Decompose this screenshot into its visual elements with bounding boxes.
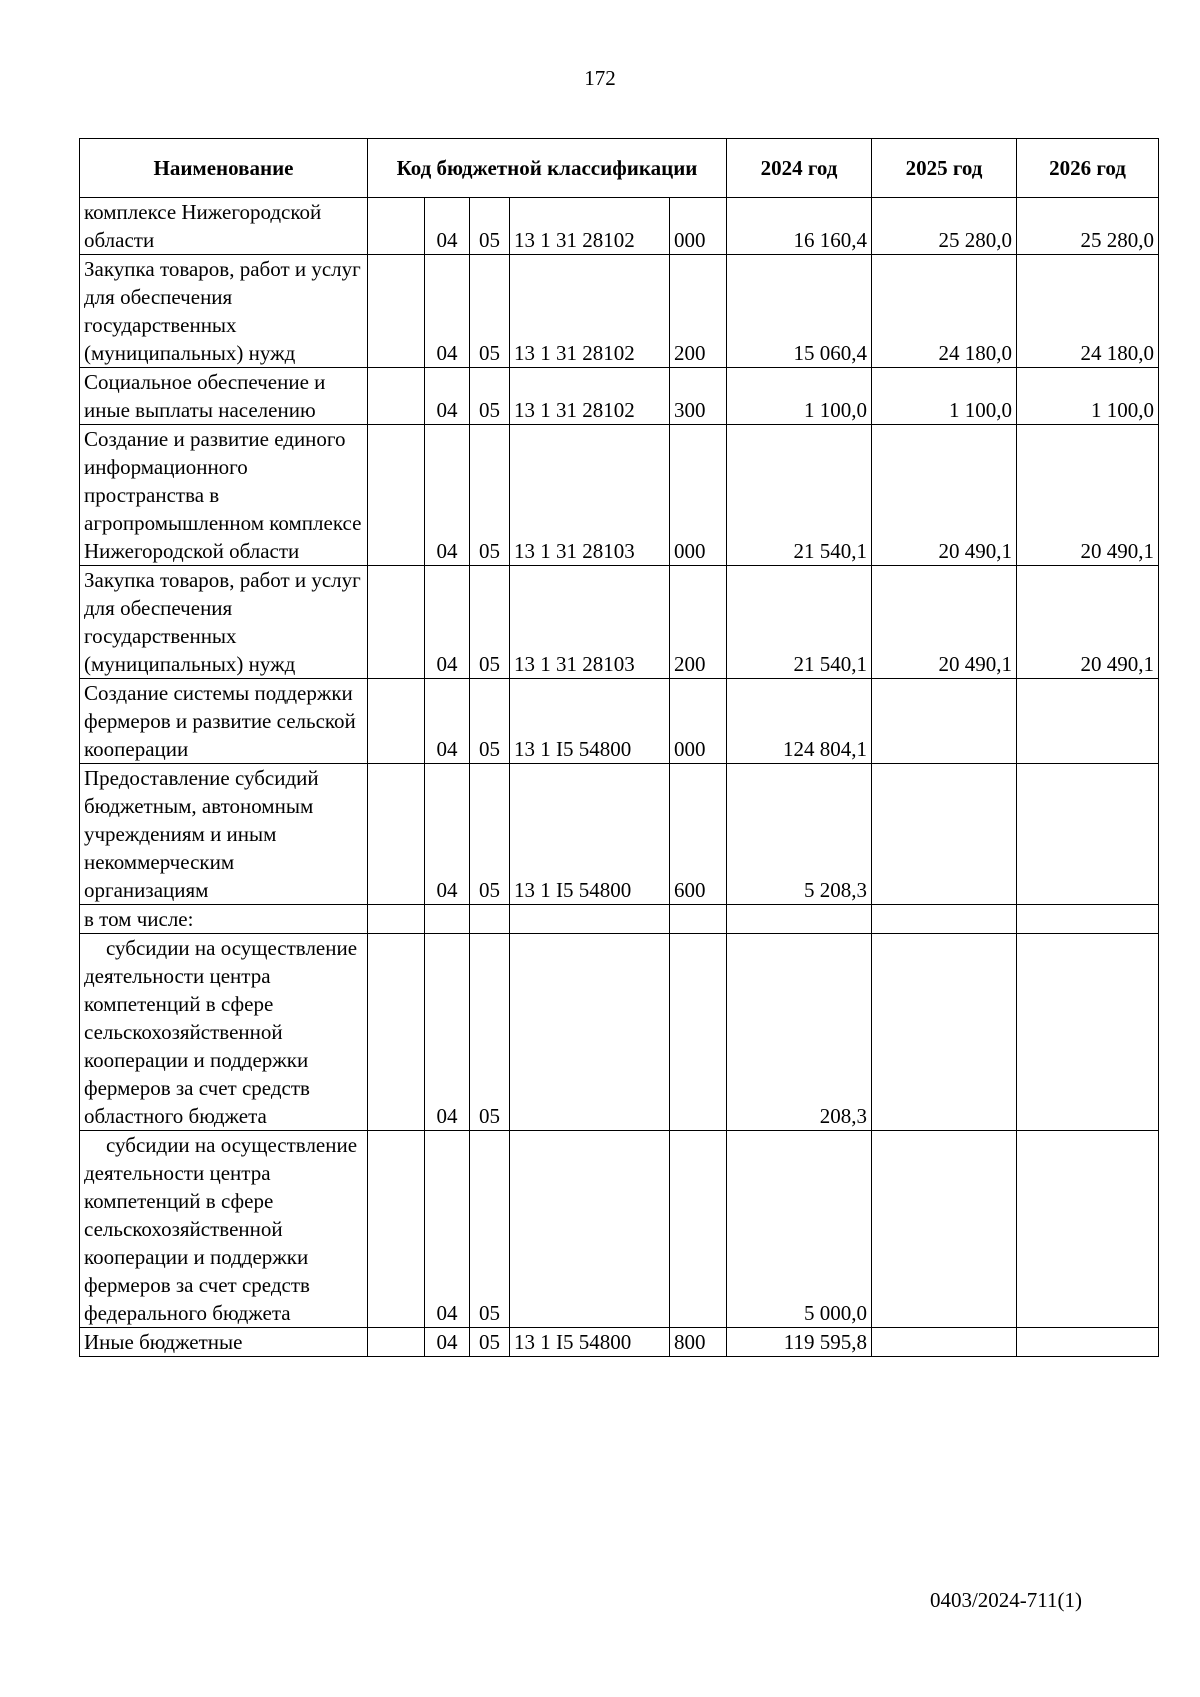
- cell-expense-type: [670, 905, 727, 934]
- cell-name: Закупка товаров, работ и услуг для обеспечения государственных (муниципальных) нужд: [80, 255, 368, 368]
- cell-ministry: [368, 934, 425, 1131]
- cell-ministry: [368, 255, 425, 368]
- table-row: [80, 255, 1159, 368]
- cell-section: [425, 905, 470, 934]
- cell-name: Социальное обеспечение и иные выплаты населению: [80, 368, 368, 425]
- table-row: [80, 1131, 1159, 1328]
- cell-amount-2026: [1017, 764, 1159, 905]
- cell-target-code: 13 1 31 28103: [510, 566, 670, 679]
- cell-subsection: 05: [470, 679, 510, 764]
- cell-amount-2025: 25 280,0: [872, 198, 1017, 255]
- cell-amount-2025: 20 490,1: [872, 566, 1017, 679]
- cell-name: Иные бюджетные: [80, 1328, 368, 1357]
- cell-amount-2024: 16 160,4: [727, 198, 872, 255]
- cell-section: 04: [425, 1328, 470, 1357]
- cell-ministry: [368, 679, 425, 764]
- cell-subsection: 05: [470, 425, 510, 566]
- cell-section: 04: [425, 198, 470, 255]
- cell-subsection: 05: [470, 566, 510, 679]
- cell-amount-2025: [872, 679, 1017, 764]
- cell-amount-2025: [872, 905, 1017, 934]
- cell-amount-2025: [872, 934, 1017, 1131]
- table-row: [80, 368, 1159, 425]
- header-name: Наименование: [80, 139, 368, 198]
- cell-amount-2024: 208,3: [727, 934, 872, 1131]
- cell-target-code: 13 1 I5 54800: [510, 1328, 670, 1357]
- cell-target-code: 13 1 31 28102: [510, 255, 670, 368]
- budget-table: [79, 138, 1159, 1357]
- cell-ministry: [368, 198, 425, 255]
- cell-ministry: [368, 1328, 425, 1357]
- cell-expense-type: 000: [670, 425, 727, 566]
- cell-amount-2024: 1 100,0: [727, 368, 872, 425]
- cell-amount-2024: [727, 905, 872, 934]
- cell-amount-2026: 25 280,0: [1017, 198, 1159, 255]
- cell-expense-type: 200: [670, 566, 727, 679]
- cell-amount-2024: 15 060,4: [727, 255, 872, 368]
- cell-amount-2026: [1017, 1131, 1159, 1328]
- cell-amount-2026: 20 490,1: [1017, 566, 1159, 679]
- document-code: 0403/2024-711(1): [929, 1588, 1082, 1612]
- cell-amount-2024: 119 595,8: [727, 1328, 872, 1357]
- cell-name: Создание системы поддержки фермеров и развитие сельской кооперации: [80, 679, 368, 764]
- cell-target-code: 13 1 I5 54800: [510, 764, 670, 905]
- cell-amount-2026: [1017, 934, 1159, 1131]
- cell-section: 04: [425, 566, 470, 679]
- cell-subsection: 05: [470, 1328, 510, 1357]
- cell-ministry: [368, 368, 425, 425]
- cell-subsection: 05: [470, 255, 510, 368]
- cell-ministry: [368, 1131, 425, 1328]
- cell-amount-2024: 21 540,1: [727, 425, 872, 566]
- cell-amount-2025: 20 490,1: [872, 425, 1017, 566]
- cell-ministry: [368, 566, 425, 679]
- table-row: [80, 679, 1159, 764]
- cell-target-code: [510, 934, 670, 1131]
- table-row: [80, 1328, 1159, 1357]
- cell-name: [80, 934, 368, 1131]
- table-body: [80, 198, 1159, 1357]
- cell-subsection: 05: [470, 764, 510, 905]
- cell-subsection: [470, 905, 510, 934]
- cell-name: Создание и развитие единого информационного пространства в агропромышленном комплексе Нижегородской области: [80, 425, 368, 566]
- table-row: [80, 198, 1159, 255]
- cell-name: Предоставление субсидий бюджетным, автономным учреждениям и иным некоммерческим организациям: [80, 764, 368, 905]
- cell-name-text: субсидии на осуществление деятельности центра компетенций в сфере сельскохозяйственной кооперации и поддержки фермеров за счет средств областного бюджета: [84, 936, 358, 1128]
- cell-amount-2026: [1017, 905, 1159, 934]
- cell-expense-type: 000: [670, 198, 727, 255]
- cell-target-code: [510, 905, 670, 934]
- cell-target-code: 13 1 31 28102: [510, 198, 670, 255]
- cell-amount-2024: 5 000,0: [727, 1131, 872, 1328]
- cell-amount-2025: [872, 764, 1017, 905]
- cell-name: Закупка товаров, работ и услуг для обеспечения государственных (муниципальных) нужд: [80, 566, 368, 679]
- cell-amount-2026: [1017, 1328, 1159, 1357]
- cell-amount-2026: [1017, 679, 1159, 764]
- header-code: Код бюджетной классификации: [368, 139, 727, 198]
- cell-amount-2025: 24 180,0: [872, 255, 1017, 368]
- cell-section: 04: [425, 255, 470, 368]
- cell-ministry: [368, 905, 425, 934]
- table-header-row: [80, 139, 1159, 198]
- cell-amount-2024: 21 540,1: [727, 566, 872, 679]
- cell-amount-2024: 5 208,3: [727, 764, 872, 905]
- cell-name: в том числе:: [80, 905, 368, 934]
- cell-amount-2024: 124 804,1: [727, 679, 872, 764]
- cell-ministry: [368, 764, 425, 905]
- cell-expense-type: 600: [670, 764, 727, 905]
- cell-section: 04: [425, 679, 470, 764]
- cell-amount-2026: 20 490,1: [1017, 425, 1159, 566]
- cell-expense-type: 800: [670, 1328, 727, 1357]
- cell-ministry: [368, 425, 425, 566]
- cell-expense-type: 300: [670, 368, 727, 425]
- cell-section: 04: [425, 368, 470, 425]
- table-row: [80, 934, 1159, 1131]
- cell-section: 04: [425, 1131, 470, 1328]
- cell-target-code: 13 1 I5 54800: [510, 679, 670, 764]
- cell-name: комплексе Нижегородской области: [80, 198, 368, 255]
- cell-target-code: 13 1 31 28102: [510, 368, 670, 425]
- cell-amount-2025: [872, 1328, 1017, 1357]
- cell-subsection: 05: [470, 934, 510, 1131]
- cell-expense-type: [670, 934, 727, 1131]
- cell-amount-2026: 24 180,0: [1017, 255, 1159, 368]
- cell-amount-2025: [872, 1131, 1017, 1328]
- table-row: [80, 905, 1159, 934]
- cell-section: 04: [425, 934, 470, 1131]
- cell-amount-2026: 1 100,0: [1017, 368, 1159, 425]
- cell-section: 04: [425, 425, 470, 566]
- cell-amount-2025: 1 100,0: [872, 368, 1017, 425]
- cell-target-code: 13 1 31 28103: [510, 425, 670, 566]
- cell-name: [80, 1131, 368, 1328]
- page-number: 172: [584, 66, 616, 90]
- cell-expense-type: 200: [670, 255, 727, 368]
- cell-subsection: 05: [470, 368, 510, 425]
- cell-subsection: 05: [470, 1131, 510, 1328]
- table-row: [80, 425, 1159, 566]
- header-2026: 2026 год: [1017, 139, 1159, 198]
- cell-section: 04: [425, 764, 470, 905]
- cell-expense-type: [670, 1131, 727, 1328]
- cell-target-code: [510, 1131, 670, 1328]
- cell-subsection: 05: [470, 198, 510, 255]
- cell-name-text: субсидии на осуществление деятельности центра компетенций в сфере сельскохозяйственной кооперации и поддержки фермеров за счет средств федерального бюджета: [84, 1133, 358, 1325]
- header-2025: 2025 год: [872, 139, 1017, 198]
- cell-expense-type: 000: [670, 679, 727, 764]
- header-2024: 2024 год: [727, 139, 872, 198]
- table-row: [80, 566, 1159, 679]
- table-row: [80, 764, 1159, 905]
